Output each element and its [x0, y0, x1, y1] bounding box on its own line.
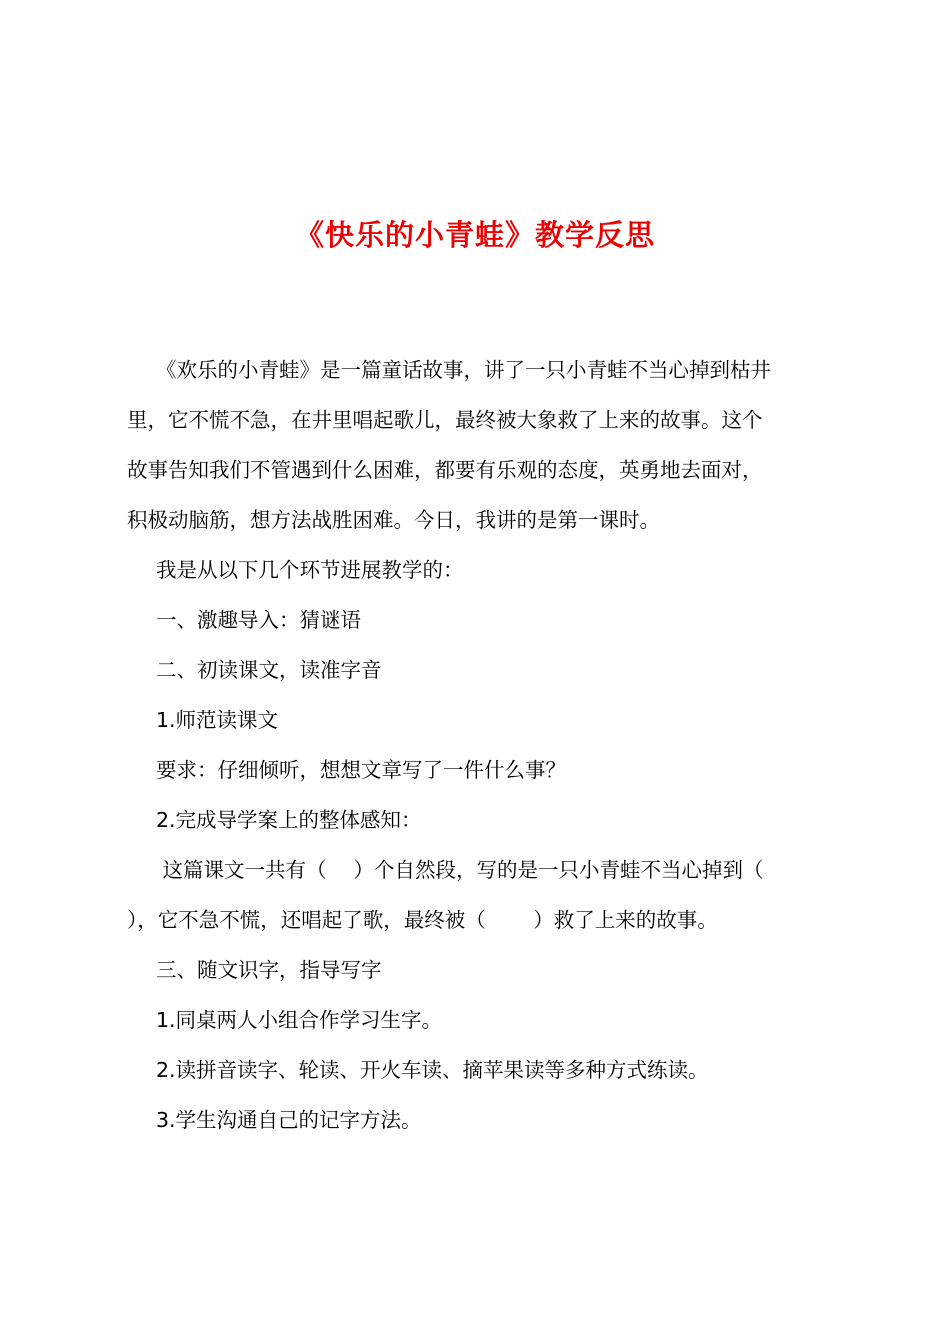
intro-line: 里，它不慌不急，在井里唱起歌儿，最终被大象救了上来的故事。这个 [127, 408, 763, 432]
section-heading: 三、随文识字，指导写字 [156, 958, 382, 982]
section-heading: 一、激趣导入：猜谜语 [156, 608, 361, 632]
list-item: 2.读拼音读字、轮读、开火车读、摘苹果读等多种方式练读。 [156, 1058, 709, 1082]
list-item: 1.同桌两人小组合作学习生字。 [156, 1008, 443, 1032]
list-item: 3.学生沟通自己的记字方法。 [156, 1108, 422, 1132]
fill-blank-line: 这篇课文一共有（ ）个自然段，写的是一只小青蛙不当心掉到（ [156, 858, 764, 882]
intro-line: 故事告知我们不管遇到什么困难，都要有乐观的态度，英勇地去面对， [127, 458, 763, 482]
intro-line: 《欢乐的小青蛙》是一篇童话故事，讲了一只小青蛙不当心掉到枯井 [156, 358, 771, 382]
section-heading: 二、初读课文，读准字音 [156, 658, 382, 682]
list-item: 1.师范读课文 [156, 708, 279, 732]
paragraph-line: 要求：仔细倾听，想想文章写了一件什么事？ [156, 758, 566, 782]
fill-blank-line: ），它不急不慌，还唱起了歌，最终被（ ）救了上来的故事。 [127, 908, 718, 932]
document-title: 《快乐的小青蛙》教学反思 [294, 218, 655, 252]
document-body [127, 345, 833, 1145]
intro-line: 积极动脑筋，想方法战胜困难。今日，我讲的是第一课时。 [127, 508, 660, 532]
paragraph-line: 我是从以下几个环节进展教学的： [156, 558, 464, 582]
list-item: 2.完成导学案上的整体感知： [156, 808, 422, 832]
